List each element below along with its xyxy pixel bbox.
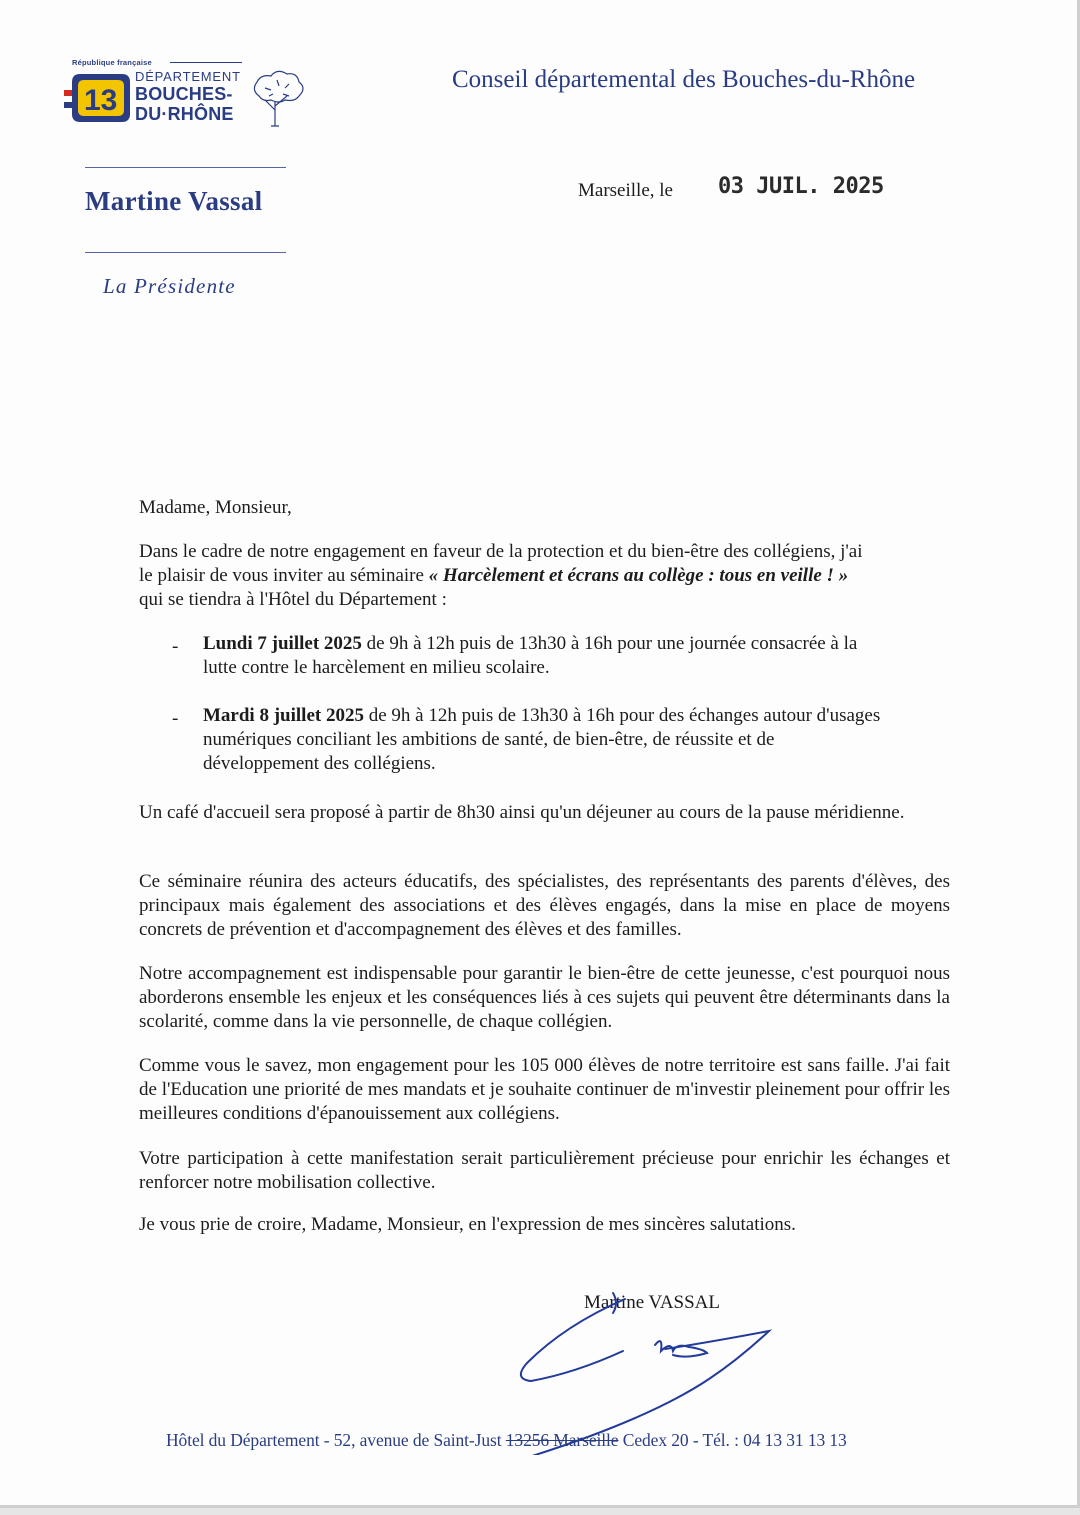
- paragraph-text: Votre participation à cette manifestation serait particulièrement précieuse pour enrichir les échanges et renforcer notre mobilisation collective.: [139, 1148, 950, 1193]
- bullet-item: [203, 632, 950, 680]
- seminar-title: « Harcèlement et écrans au collège : tous en veille ! »: [428, 565, 849, 586]
- intro-paragraph: [139, 540, 950, 612]
- president-title: La Présidente: [103, 274, 236, 298]
- paragraph-text: Notre accompagnement est indispensable pour garantir le bien-être de cette jeunesse, c'est pourquoi nous aborderons ensemble les enjeux et les conséquences liés à ces sujets qui peuvent être déterminants dans la scolarité, comme dans la vie personnelle, de chaque collégien.: [139, 963, 950, 1032]
- department-name-line2: DU·RHÔNE: [135, 104, 234, 124]
- footer-contact: Cedex 20 - Tél. : 04 13 31 13 13: [618, 1430, 847, 1450]
- letter-place: Marseille, le: [578, 180, 673, 201]
- svg-text:13: 13: [84, 84, 118, 117]
- bullet-line: [203, 704, 950, 728]
- department-13-logo: [62, 68, 132, 128]
- intro-line-1: Dans le cadre de notre engagement en faveur de la protection et du bien-être des collégiens, j'ai: [139, 541, 863, 562]
- intro-line-3: qui se tiendra à l'Hôtel du Département :: [139, 589, 447, 610]
- olive-tree-icon: [245, 66, 309, 128]
- paragraph: [139, 801, 950, 825]
- department-name-line1: BOUCHES-: [135, 84, 233, 104]
- bullet-marker: -: [172, 708, 179, 729]
- republic-label: République française: [72, 58, 152, 67]
- paragraph: [139, 962, 950, 1034]
- divider: [85, 167, 286, 168]
- signatory-name: Martine VASSAL: [584, 1292, 721, 1313]
- divider: [170, 62, 242, 63]
- bullet-date: Lundi 7 juillet 2025: [203, 633, 362, 654]
- president-name: Martine Vassal: [85, 186, 263, 216]
- paragraph: [139, 870, 950, 942]
- paragraph-text: Comme vous le savez, mon engagement pour les 105 000 élèves de notre territoire est sans faille. J'ai fait de l'Education une priorité de mes mandats et je souhaite continuer de m'investir pleinement pour offrir les meilleures conditions d'épanouissement aux collégiens.: [139, 1055, 950, 1124]
- bullet-date: Mardi 8 juillet 2025: [203, 705, 364, 726]
- bullet-item: [203, 704, 950, 776]
- bullet-text: de 9h à 12h puis de 13h30 à 16h pour une journée consacrée à la: [361, 633, 858, 654]
- intro-text: le plaisir de vous inviter au séminaire: [139, 565, 429, 586]
- salutation: Madame, Monsieur,: [139, 497, 292, 518]
- footer-address-struck: 13256 Marseille: [505, 1430, 619, 1450]
- bullet-line: numériques conciliant les ambitions de santé, de bien-être, de réussite et de: [203, 729, 775, 750]
- paragraph: [139, 1147, 950, 1195]
- paragraph-text: Ce séminaire réunira des acteurs éducatifs, des spécialistes, des représentants des parents d'élèves, des principaux mais également des associations et des élèves engagés, dans la mise en place de moyens concrets de prévention et d'accompagnement des élèves et des familles.: [139, 871, 950, 940]
- council-title: Conseil départemental des Bouches-du-Rhône: [452, 66, 916, 93]
- paragraph-text: Un café d'accueil sera proposé à partir de 8h30 ainsi qu'un déjeuner au cours de la pause méridienne.: [139, 802, 905, 823]
- divider: [85, 252, 286, 253]
- bullet-marker: -: [172, 636, 179, 657]
- paragraph-text: Je vous prie de croire, Madame, Monsieur, en l'expression de mes sincères salutations.: [139, 1214, 796, 1235]
- paragraph: [139, 1054, 950, 1126]
- bullet-line: développement des collégiens.: [203, 753, 436, 774]
- bullet-text: de 9h à 12h puis de 13h30 à 16h pour des échanges autour d'usages: [363, 705, 881, 726]
- department-label: DÉPARTEMENT: [135, 69, 241, 84]
- bullet-line: [203, 632, 950, 656]
- intro-line-2: [139, 564, 950, 588]
- date-stamp: 03 JUIL. 2025: [718, 174, 884, 199]
- footer-address: [166, 1430, 847, 1451]
- bullet-line: lutte contre le harcèlement en milieu scolaire.: [203, 657, 550, 678]
- closing: [139, 1213, 950, 1237]
- footer-address-text: Hôtel du Département - 52, avenue de Saint-Just: [166, 1430, 506, 1450]
